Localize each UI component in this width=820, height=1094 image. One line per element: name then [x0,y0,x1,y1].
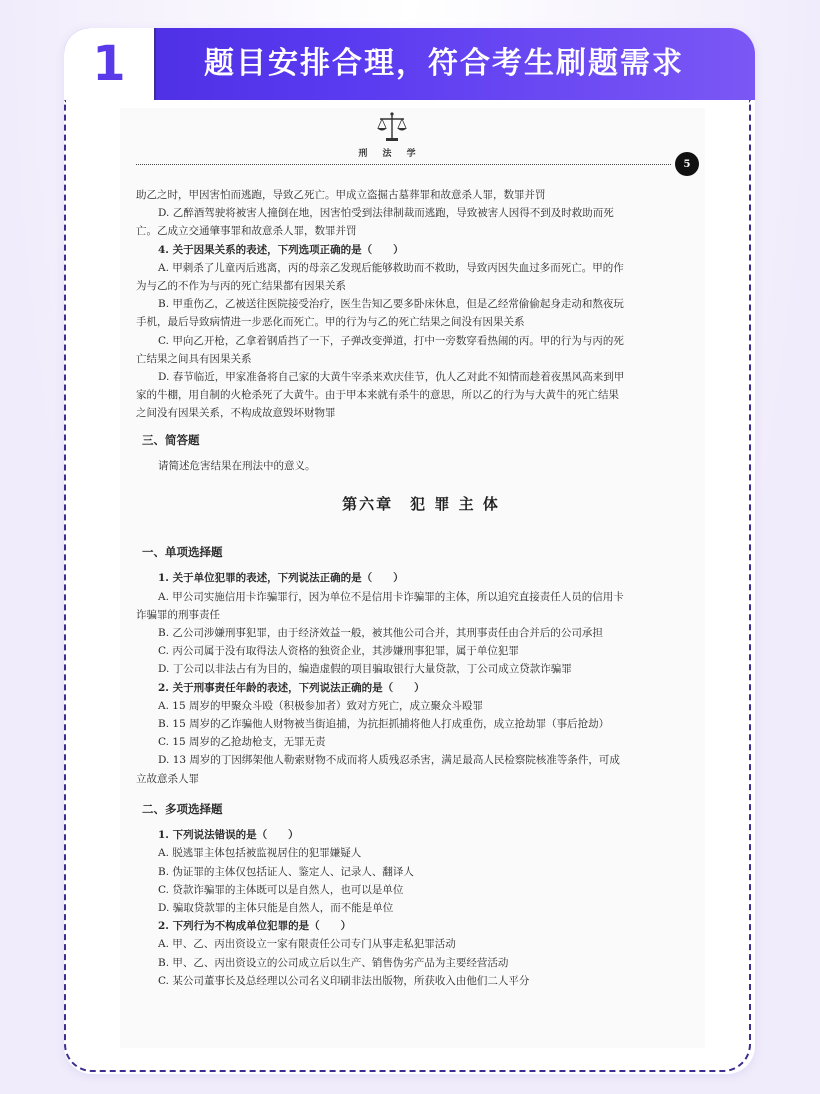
text-line: B. 15 周岁的乙诈骗他人财物被当街追捕，为抗拒抓捕将他人打成重伤，成立抢劫罪（事后抢劫） [158,718,610,731]
text-line: B. 乙公司涉嫌刑事犯罪，由于经济效益一般，被其他公司合并，其刑事责任由合并后的公司承担 [158,627,603,640]
text-line: A. 甲、乙、丙出资设立一家有限责任公司专门从事走私犯罪活动 [158,938,456,951]
text-line: 1. 关于单位犯罪的表述，下列说法正确的是（ ） [158,572,404,585]
text-line: 亡。乙成立交通肇事罪和故意杀人罪，数罪并罚 [136,225,357,238]
text-line: D. 乙醉酒驾驶将被害人撞倒在地，因害怕受到法律制裁而逃跑，导致被害人因得不到及时救助而死 [158,207,614,220]
text-line: A. 甲刺杀了儿童丙后逃离，丙的母亲乙发现后能够救助而不救助，导致丙因失血过多而死亡。甲的作 [158,261,624,274]
section-title-single-choice: 一、单项选择题 [142,545,223,560]
text-line: B. 甲重伤乙，乙被送往医院接受治疗，医生告知乙要多卧床休息，但是乙经常偷偷起身走动和熬夜玩 [158,298,624,311]
text-line: 诈骗罪的刑事责任 [136,608,220,621]
text-line: 立故意杀人罪 [136,772,199,785]
scales-of-justice-icon [375,110,409,144]
text-line: 为与乙的不作为与丙的死亡结果都有因果关系 [136,280,346,293]
section-title-multiple-choice: 二、多项选择题 [142,801,223,816]
text-line: B. 伪证罪的主体仅包括证人、鉴定人、记录人、翻译人 [158,865,414,878]
text-line: A. 甲公司实施信用卡诈骗罪行，因为单位不是信用卡诈骗罪的主体，所以追究直接责任人员的信用卡 [158,590,624,603]
page-body [136,186,706,990]
question-block-a [136,186,706,423]
text-line: 2. 关于刑事责任年龄的表述，下列说法正确的是（ ） [158,681,425,694]
text-line: 手机，最后导致病情进一步恶化而死亡。甲的行为与乙的死亡结果之间没有因果关系 [136,316,525,329]
text-line: C. 某公司董事长及总经理以公司名义印刷非法出版物，所获收入由他们二人平分 [158,974,530,987]
text-line: A. 脱逃罪主体包括被监视居住的犯罪嫌疑人 [158,847,362,860]
page-number: 5 [675,152,699,176]
text-line: 4. 关于因果关系的表述，下列选项正确的是（ ） [158,243,404,256]
text-line: 亡结果之间具有因果关系 [136,352,252,365]
text-line: 家的牛棚，用自制的火枪杀死了大黄牛。由于甲本来就有杀牛的意思，所以乙的行为与大黄牛的死亡结果 [136,389,619,402]
header-rule [136,164,671,165]
book-page-scan [120,108,705,1048]
text-line: 2. 下列行为不构成单位犯罪的是（ ） [158,920,352,933]
header-banner [64,28,755,100]
text-line: D. 春节临近，甲家准备将自己家的大黄牛宰杀来欢庆佳节，仇人乙对此不知情而趁着夜黑风高来到甲 [158,371,625,384]
text-line: 1. 下列说法错误的是（ ） [158,829,299,842]
question-block-b [136,569,706,787]
text-line: D. 骗取贷款罪的主体只能是自然人，而不能是单位 [158,901,394,914]
text-line: C. 15 周岁的乙抢劫枪支，无罪无责 [158,736,326,749]
text-line: B. 甲、乙、丙出资设立的公司成立后以生产、销售伪劣产品为主要经营活动 [158,956,509,969]
text-line: 之间没有因果关系，不构成故意毁坏财物罪 [136,407,336,420]
text-line: C. 贷款诈骗罪的主体既可以是自然人，也可以是单位 [158,883,404,896]
text-line: C. 丙公司属于没有取得法人资格的独资企业，其涉嫌刑事犯罪，属于单位犯罪 [158,645,519,658]
chapter-title: 第六章 犯 罪 主 体 [342,495,500,514]
text-line: D. 丁公司以非法占有为目的，编造虚假的项目骗取银行大量贷款，丁公司成立贷款诈骗罪 [158,663,572,676]
text-line: C. 甲向乙开枪，乙拿着钢盾挡了一下，子弹改变弹道，打中一旁数穿看热闹的丙。甲的行为与丙的死 [158,334,624,347]
section-number: 1 [64,28,156,100]
question-block-c [136,826,706,990]
header-title: 题目安排合理，符合考生刷题需求 [204,46,684,81]
text-line: D. 13 周岁的丁因绑架他人勒索财物不成而将人质残忍杀害，满足最高人民检察院核准等条件，可成 [158,754,620,767]
section-title-short-answer: 三、简答题 [142,432,200,447]
text-line: 助乙之时，甲因害怕而逃跑，导致乙死亡。甲成立盗掘古墓葬罪和故意杀人罪，数罪并罚 [136,189,546,201]
running-head: 刑 法 学 [358,149,422,159]
short-answer-question: 请简述危害结果在刑法中的意义。 [158,459,316,472]
text-line: A. 15 周岁的甲聚众斗殴（积极参加者）致对方死亡，成立聚众斗殴罪 [158,699,483,712]
